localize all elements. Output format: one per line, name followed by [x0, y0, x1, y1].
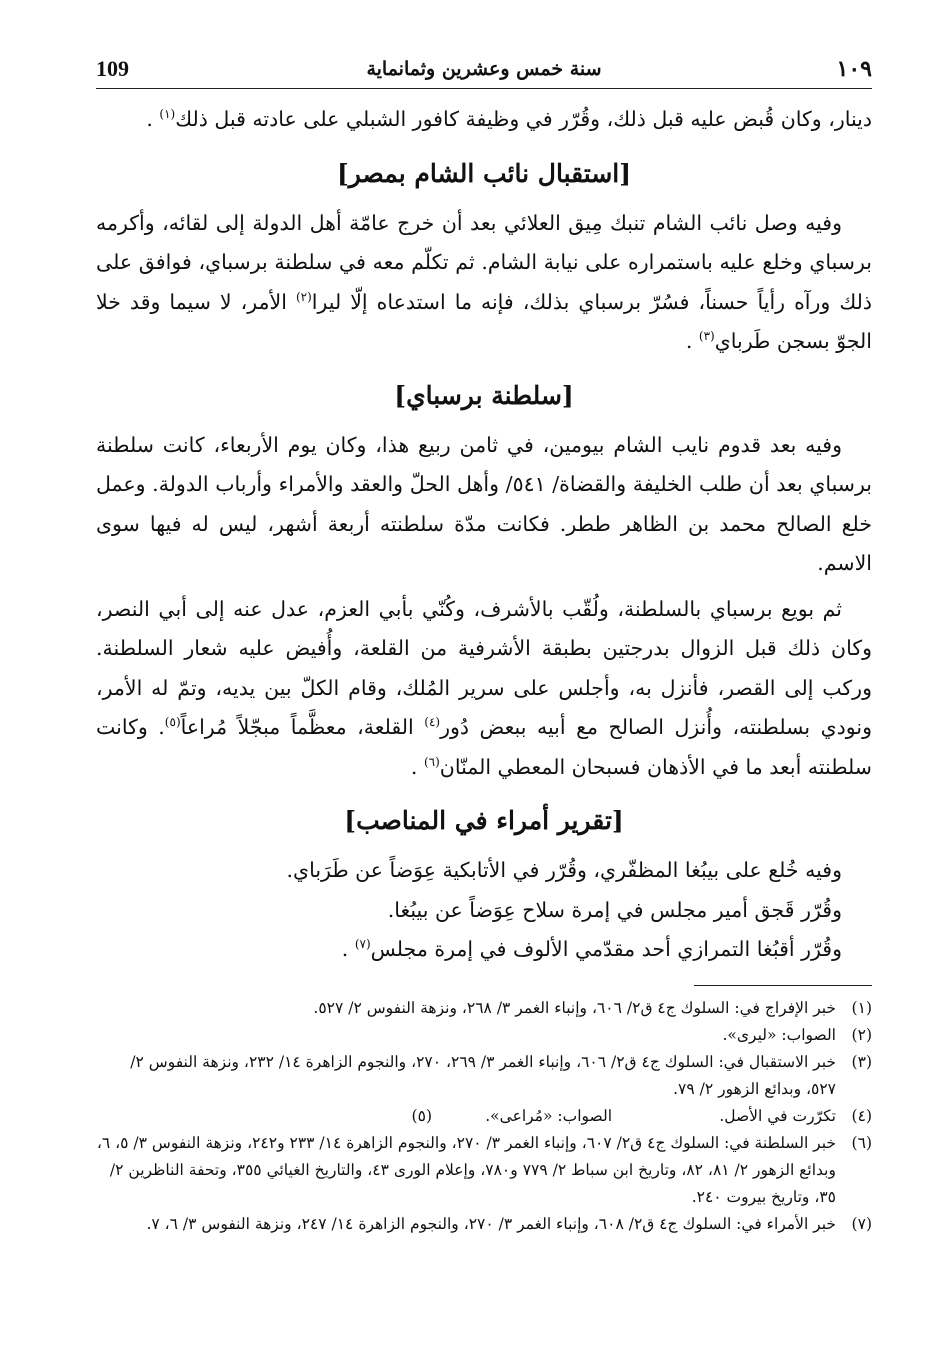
footnote-number: (٤) [851, 1107, 872, 1125]
paragraph: وفيه بعد قدوم نايب الشام بيومين، في ثامن ربيع هذا، وكان يوم الأربعاء، كانت سلطنة برسباي بعد أن طلب الخليفة والقضاة/ ٥٤١/ وأهل الحلّ والعقد والأمراء وأرباب الدولة. وعمل خلع الصالح محمد بن الظاهر ططر. فكانت مدّة سلطنته أربعة أشهر، ليس له فيها سوى الاسم. [96, 432, 872, 575]
footnote-ref: (٣) [698, 329, 715, 344]
paragraph: ثم بويع برسباي بالسلطنة، ولُقّب بالأشرف، وكُنّي بأبي العزم، عدل عنه إلى أبي النصر، وكان ذلك قبل الزوال بدرجتين بطبقة الأشرفية من القلعة، وأُفيض عليه شعار السلطنة. وركب إلى القصر، فأنزل به، وأجلس على سرير المُلك، وقام الكلّ بين يديه، وتمّ له الأمر، ونودي بسلطنته، وأُنزل الصالح مع أبيه ببعض دُور$^{(٤)}$ القلعة، معظَّماً مبجّلاً مُراعاً$^{(٥)}$. وكانت سلطنته أبعد ما في الأذهان فسبحان المعطي المنّان$^{(٦)}$ . [96, 596, 873, 779]
section-heading: [سلطنة برسباي] [394, 380, 574, 410]
footnote-divider [694, 985, 872, 986]
section-heading: [استقبال نائب الشام بمصر] [336, 158, 632, 188]
footnote-ref: (١) [159, 107, 176, 122]
footnote-text: الصواب: «مُراعى». [485, 1107, 612, 1125]
footnote-text: تكرّرت في الأصل. [719, 1107, 836, 1125]
footnote-ref: (٥) [164, 715, 181, 730]
footnote: (٣) خبر الاستقبال في: السلوك ج٤ ق٢/ ٦٠٦، وإنباء الغمر ٣/ ٢٦٩، ٢٧٠، والنجوم الزاهرة ١٤/ ٢٣٢، ونزهة النفوس ٢/ ٥٢٧، وبدائع الزهور ٢/ ٧٩. [130, 1053, 872, 1098]
footnote-number: (٥) [411, 1107, 432, 1125]
footnote: (٢) الصواب: «ليرى». [722, 1026, 872, 1044]
footnote-ref: (٢) [295, 289, 312, 304]
main-text [96, 100, 872, 970]
footnotes [96, 995, 872, 1238]
section-heading: [تقرير أمراء في المناصب] [344, 806, 624, 835]
page-number-latin: 109 [96, 56, 129, 81]
footnote-ref: (٤) [424, 715, 441, 730]
page-header [96, 52, 872, 89]
paragraph-line: وقُرّر أقبُغا التمرازي أحد مقدّمي الألوف في إمرة مجلس$^{(٧)}$ . [341, 937, 842, 961]
paragraph: دينار، وكان قُبض عليه قبل ذلك، وقُرّر في وظيفة كافور الشبلي على عادته قبل ذلك$^{(١)}$ . [146, 107, 872, 131]
footnote-pair [96, 1103, 872, 1130]
footnote: (٦) خبر السلطنة في: السلوك ج٤ ق٢/ ٦٠٧، وإنباء الغمر ٣/ ٢٧٠، والنجوم الزاهرة ١٤/ ٢٣٣ و٢٤٢، ونزهة النفوس ٣/ ٥، ٦، وبدائع الزهور ٢/ ٨١، ٨٢، وتاريخ ابن سباط ٢/ ٧٧٩ و٧٨٠، وإعلام الورى ٤٣، والتاريخ الغيائي ٣٥٥، وتحفة الناظرين ٢/ ٣٥، وتاريخ بيروت ٢٤٠. [96, 1134, 872, 1206]
paragraph-line: وفيه خُلع على بيبُغا المظفّري، وقُرّر في الأتابكية عِوَضاً عن طَرَباي. [286, 858, 842, 882]
footnote-ref: (٦) [423, 754, 440, 769]
page-number-arabic: ١٠٩ [836, 56, 872, 82]
paragraph-line: وقُرّر قَجق أمير مجلس في إمرة سلاح عِوَضاً عن بيبُغا. [387, 897, 842, 922]
running-title: سنة خمس وعشرين وثمانماية [366, 58, 602, 80]
footnote: (٧) خبر الأمراء في: السلوك ج٤ ق٢/ ٦٠٨، وإنباء الغمر ٣/ ٢٧٠، والنجوم الزاهرة ١٤/ ٢٤٧، ونزهة النفوس ٣/ ٦، ٧. [146, 1215, 872, 1233]
footnote-ref: (٧) [354, 937, 371, 952]
footnote: (١) خبر الإفراج في: السلوك ج٤ ق٢/ ٦٠٦، وإنباء الغمر ٣/ ٢٦٨، ونزهة النفوس ٢/ ٥٢٧. [313, 999, 872, 1017]
paragraph: وفيه وصل نائب الشام تنبك مِيق العلائي بعد أن خرج عامّة أهل الدولة إلى لقائه، وأكرمه برسباي وخلع عليه باستمراره على نيابة الشام. ثم تكلّم معه في سلطنة برسباي، فوافق على ذلك ورآه رأياً حسناً، فسُرّ برسباي بذلك، فإنه ما استدعاه إلّا ليرا$^{(٢)}$ الأمر، لا سيما وقد خلا الجوّ بسجن طَرباي$^{(٣)}$ . [96, 210, 872, 353]
